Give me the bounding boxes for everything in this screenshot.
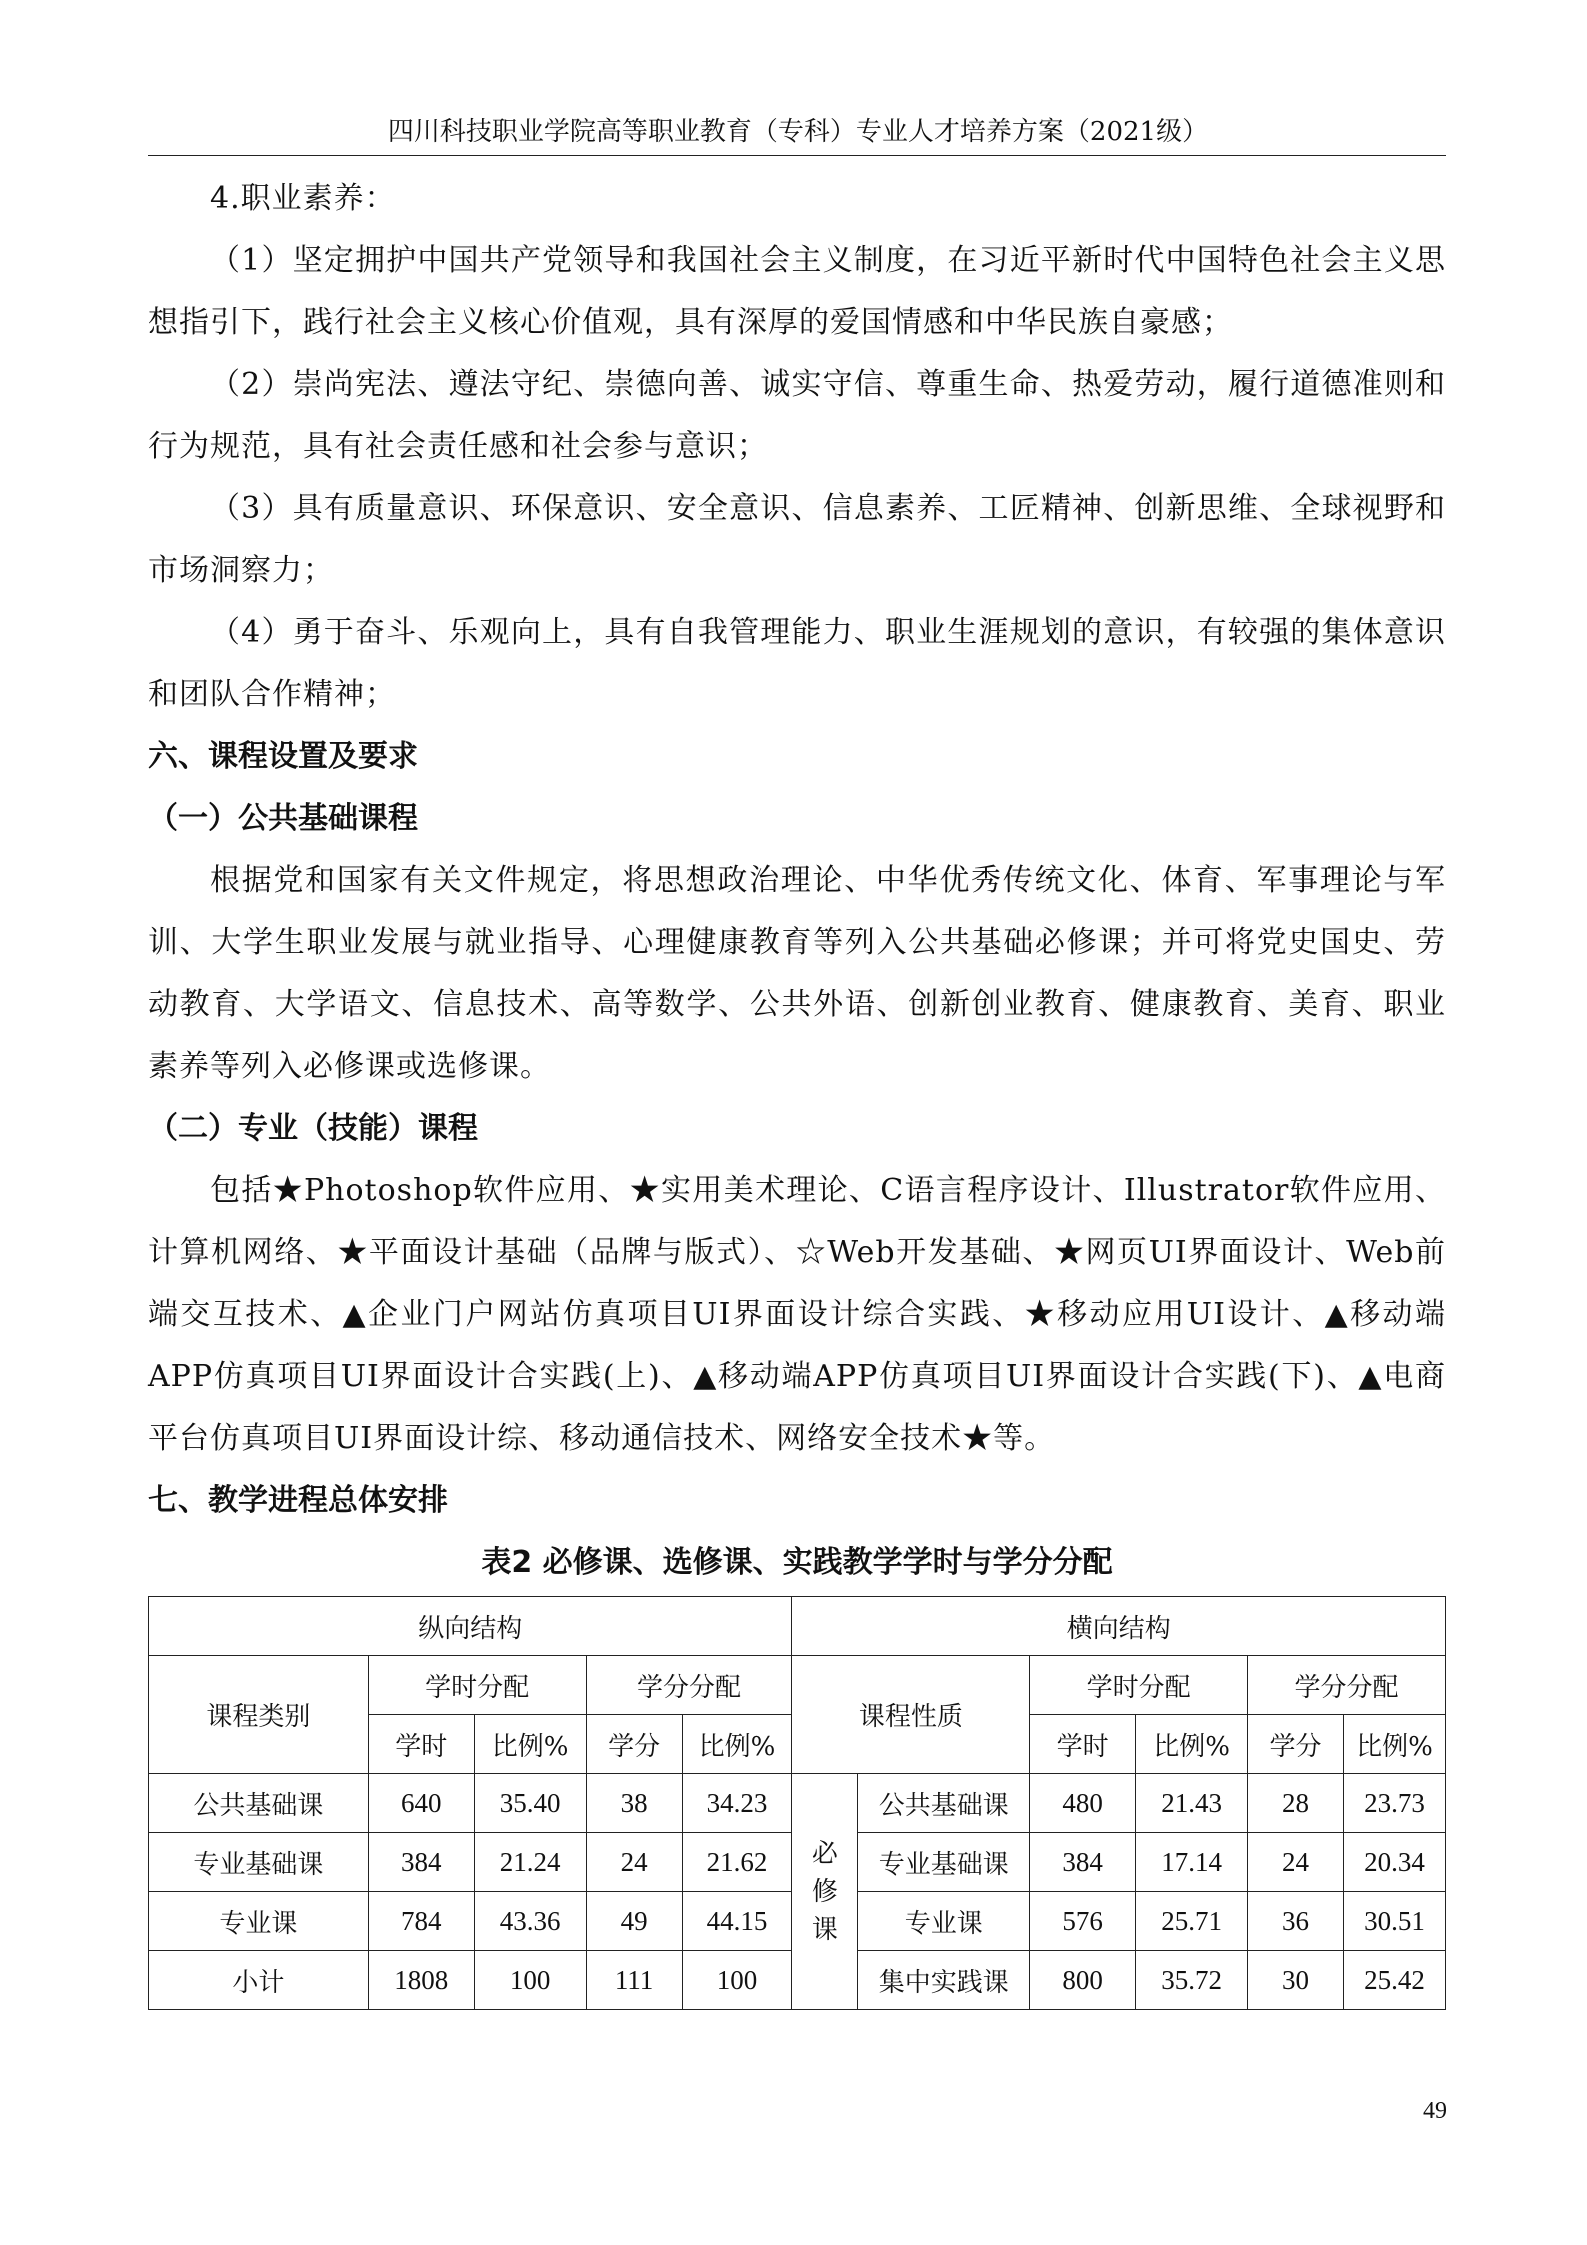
right-hours-ratio-cell: 21.43 — [1136, 1774, 1248, 1833]
left-hours-cell: 384 — [368, 1833, 474, 1892]
required-label-char: 必 — [811, 1838, 838, 1869]
right-category-cell: 公共基础课 — [858, 1774, 1030, 1833]
right-category-cell: 专业基础课 — [858, 1833, 1030, 1892]
right-hours-cell: 576 — [1030, 1892, 1136, 1951]
left-hours-cell: 1808 — [368, 1951, 474, 2010]
right-category-cell: 专业课 — [858, 1892, 1030, 1951]
page-header: 四川科技职业学院高等职业教育（专科）专业人才培养方案（2021级） — [387, 117, 1209, 147]
left-credits-cell: 111 — [586, 1951, 682, 2010]
right-credits-cell: 36 — [1248, 1892, 1344, 1951]
major-courses-text: 包括★Photoshop软件应用、★实用美术理论、C语言程序设计、Illustrator软件应用、计算机网络、★平面设计基础（品牌与版式）、☆Web开发基础、★网页UI界面设计、Web前端交互技术、▲企业门户网站仿真项目UI界面设计综合实践、★移动应用UI设计、▲移动端APP仿真项目UI界面设计合实践(上)、▲移动端APP仿真项目UI界面设计合实践(下)、▲电商平台仿真项目UI界面设计综、移动通信技术、网络安全技术★等。 — [148, 1173, 1446, 1456]
quality-item-4: （4）勇于奋斗、乐观向上，具有自我管理能力、职业生涯规划的意识，有较强的集体意识和团队合作精神； — [148, 615, 1446, 712]
left-credit-ratio-cell: 34.23 — [682, 1774, 792, 1833]
required-label-char: 课 — [811, 1914, 838, 1945]
right-hours-ratio-header: 比例% — [1136, 1715, 1248, 1774]
left-category-cell: 小计 — [149, 1951, 369, 2010]
right-credit-ratio-cell: 23.73 — [1343, 1774, 1445, 1833]
quality-item-2: （2）崇尚宪法、遵法守纪、崇德向善、诚实守信、尊重生命、热爱劳动，履行道德准则和行为规范，具有社会责任感和社会参与意识； — [148, 367, 1446, 464]
required-label-char: 修 — [811, 1876, 838, 1907]
left-category-cell: 专业课 — [149, 1892, 369, 1951]
section-seven-heading: 七、教学进程总体安排 — [148, 1483, 448, 1518]
table-row — [149, 1774, 1446, 1833]
left-credit-ratio-header: 比例% — [682, 1715, 792, 1774]
left-hours-alloc-header: 学时分配 — [368, 1656, 586, 1715]
right-credits-cell: 24 — [1248, 1833, 1344, 1892]
right-hours-alloc-header: 学时分配 — [1030, 1656, 1248, 1715]
left-hours-cell: 784 — [368, 1892, 474, 1951]
right-credit-ratio-cell: 30.51 — [1343, 1892, 1445, 1951]
left-category-cell: 公共基础课 — [149, 1774, 369, 1833]
right-credit-ratio-cell: 20.34 — [1343, 1833, 1445, 1892]
right-hours-cell: 384 — [1030, 1833, 1136, 1892]
vertical-structure-header: 纵向结构 — [149, 1597, 792, 1656]
allocation-table — [148, 1596, 1446, 2010]
horizontal-structure-header: 横向结构 — [792, 1597, 1446, 1656]
right-credit-ratio-header: 比例% — [1343, 1715, 1445, 1774]
right-hours-cell: 480 — [1030, 1774, 1136, 1833]
left-hours-ratio-header: 比例% — [474, 1715, 586, 1774]
left-category-cell: 专业基础课 — [149, 1833, 369, 1892]
table-header-row-2 — [149, 1656, 1446, 1715]
right-credit-alloc-header: 学分分配 — [1248, 1656, 1446, 1715]
right-hours-header: 学时 — [1030, 1715, 1136, 1774]
right-hours-ratio-cell: 35.72 — [1136, 1951, 1248, 2010]
public-courses-text: 根据党和国家有关文件规定，将思想政治理论、中华优秀传统文化、体育、军事理论与军训、大学生职业发展与就业指导、心理健康教育等列入公共基础必修课；并可将党史国史、劳动教育、大学语文、信息技术、高等数学、公共外语、创新创业教育、健康教育、美育、职业素养等列入必修课或选修课。 — [148, 863, 1446, 1084]
page-number: 49 — [1423, 2098, 1447, 2124]
major-courses-heading: （二）专业（技能）课程 — [148, 1111, 478, 1146]
left-credit-ratio-cell: 44.15 — [682, 1892, 792, 1951]
left-credits-cell: 38 — [586, 1774, 682, 1833]
document-body — [148, 168, 1446, 2010]
table-title: 表2 必修课、选修课、实践教学学时与学分分配 — [481, 1545, 1113, 1580]
left-credit-ratio-cell: 21.62 — [682, 1833, 792, 1892]
right-credits-cell: 30 — [1248, 1951, 1344, 2010]
right-hours-ratio-cell: 17.14 — [1136, 1833, 1248, 1892]
right-hours-cell: 800 — [1030, 1951, 1136, 2010]
right-credits-header: 学分 — [1248, 1715, 1344, 1774]
left-credits-cell: 49 — [586, 1892, 682, 1951]
course-category-header: 课程类别 — [149, 1656, 369, 1774]
left-hours-ratio-cell: 35.40 — [474, 1774, 586, 1833]
left-credit-alloc-header: 学分分配 — [586, 1656, 792, 1715]
course-nature-header: 课程性质 — [792, 1656, 1030, 1774]
left-credit-ratio-cell: 100 — [682, 1951, 792, 2010]
left-credits-cell: 24 — [586, 1833, 682, 1892]
public-courses-heading: （一）公共基础课程 — [148, 801, 418, 836]
left-credits-header: 学分 — [586, 1715, 682, 1774]
header-divider — [148, 155, 1446, 156]
left-hours-header: 学时 — [368, 1715, 474, 1774]
left-hours-ratio-cell: 43.36 — [474, 1892, 586, 1951]
right-credits-cell: 28 — [1248, 1774, 1344, 1833]
left-hours-ratio-cell: 100 — [474, 1951, 586, 2010]
right-category-cell: 集中实践课 — [858, 1951, 1030, 2010]
right-hours-ratio-cell: 25.71 — [1136, 1892, 1248, 1951]
right-credit-ratio-cell: 25.42 — [1343, 1951, 1445, 2010]
quality-title: 4.职业素养： — [210, 181, 396, 216]
required-course-label — [792, 1774, 858, 2010]
table-header-row-1 — [149, 1597, 1446, 1656]
left-hours-ratio-cell: 21.24 — [474, 1833, 586, 1892]
quality-item-3: （3）具有质量意识、环保意识、安全意识、信息素养、工匠精神、创新思维、全球视野和市场洞察力； — [148, 491, 1446, 588]
quality-item-1: （1）坚定拥护中国共产党领导和我国社会主义制度，在习近平新时代中国特色社会主义思想指引下，践行社会主义核心价值观，具有深厚的爱国情感和中华民族自豪感； — [148, 243, 1446, 340]
left-hours-cell: 640 — [368, 1774, 474, 1833]
section-six-heading: 六、课程设置及要求 — [148, 739, 418, 774]
